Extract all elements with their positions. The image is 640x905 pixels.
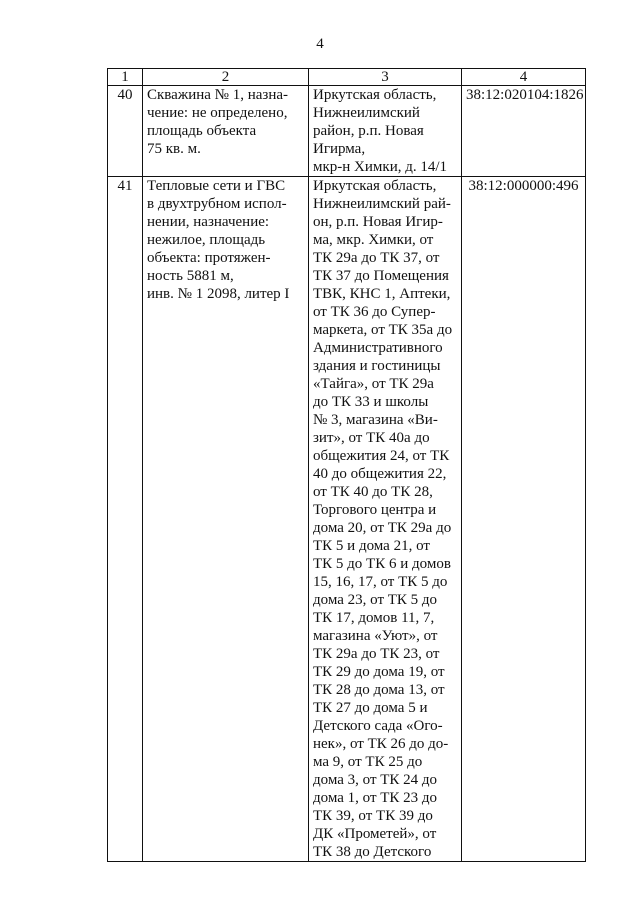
column-header-3: 3 (309, 69, 462, 86)
table-row (108, 86, 586, 177)
column-header-2: 2 (143, 69, 309, 86)
object-address-text: Иркутская область, Нижнеилимский район, р.п. Новая Игирма, мкр-н Химки, д. 14/1 (313, 87, 448, 175)
object-description-text: Скважина № 1, назна- чение: не определено, площадь объекта 75 кв. м. (147, 87, 289, 157)
row-number: 41 (108, 177, 143, 862)
header-row (108, 69, 586, 86)
object-description-text: Тепловые сети и ГВС в двухтрубном испол- нении, назначение: нежилое, площадь объекта: протяжен- ность 5881 м, инв. № 1 2098, литер I (147, 178, 290, 302)
column-header-4: 4 (462, 69, 586, 86)
object-address-text: Иркутская область, Нижнеилимский рай- он, р.п. Новая Игир- ма, мкр. Химки, от ТК 29а до ТК 37, от ТК 37 до Помещения ТВК, КНС 1, Аптеки, от ТК 36 до Супер- маркета, от ТК 35а до Административного здания и гостиницы «Тайга», от ТК 29а до ТК 33 и школы № 3, магазина «Ви- зит», от ТК 40а до общежития 24, от ТК 40 до общежития 22, от ТК 40 до ТК 28, Торгового центра и дома 20, от ТК 29а до ТК 5 и дома 21, от ТК 5 до ТК 6 и домов 15, 16, 17, от ТК 5 до дома 23, от ТК 5 до ТК 17, домов 11, 7, магазина «Уют», от ТК 29а до ТК 23, от ТК 29 до дома 19, от ТК 28 до дома 13, от ТК 27 до дома 5 и Детского сада «Ого- нек», от ТК 26 до до- ма 9, от ТК 25 до дома 3, от ТК 24 до дома 1, от ТК 23 до ТК 39, от ТК 39 до ДК «Прометей», от ТК 38 до Детского (313, 178, 453, 860)
object-description (143, 177, 309, 862)
column-header-1: 1 (108, 69, 143, 86)
table-row (108, 177, 586, 862)
cadastral-number: 38:12:000000:496 (462, 177, 586, 862)
page-number: 4 (316, 36, 324, 52)
property-table (107, 68, 586, 862)
object-address (309, 86, 462, 177)
row-number: 40 (108, 86, 143, 177)
object-description (143, 86, 309, 177)
cadastral-number: 38:12:020104:1826 (462, 86, 586, 177)
object-address (309, 177, 462, 862)
